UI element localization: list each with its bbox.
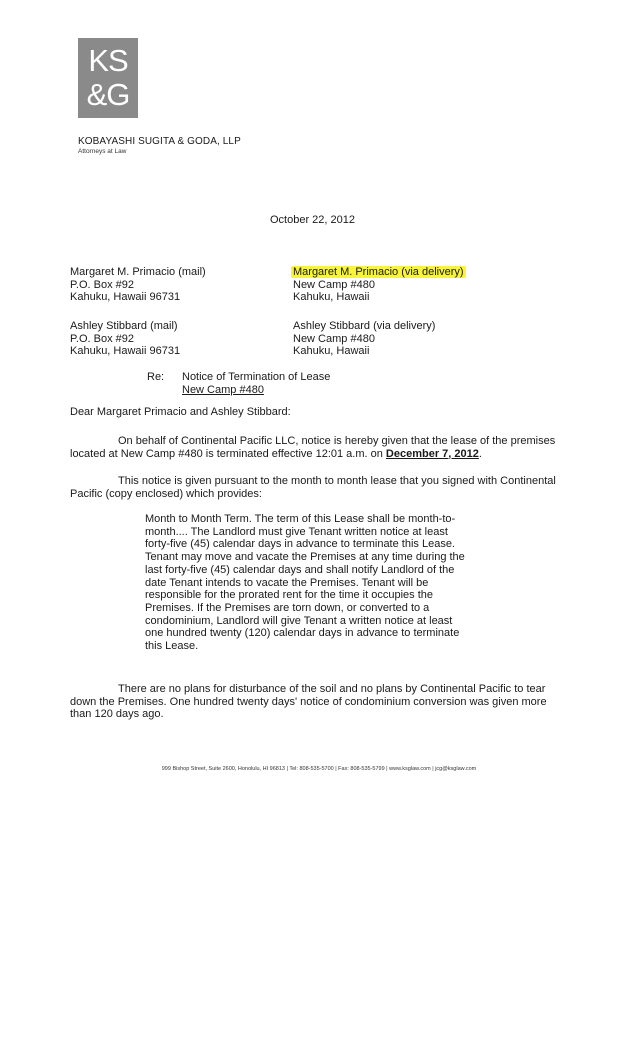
paragraph-1 <box>70 435 560 460</box>
address-block-left-2 <box>70 320 180 358</box>
paragraph-2: This notice is given pursuant to the month to month lease that you signed with Continental Pacific (copy enclosed) which provides: <box>70 475 556 500</box>
recipient-address-line: New Camp #480 <box>293 332 375 345</box>
paragraph-1-end: . <box>478 447 482 460</box>
logo-line-2: &G <box>86 77 130 112</box>
letterhead-footer: 999 Bishop Street, Suite 2600, Honolulu, HI 96813 | Tel: 808-535-5700 | Fax: 808-535-5799 | www.ksglaw.com | jcg@ksglaw.com <box>161 766 477 772</box>
recipient-city-line: Kahuku, Hawaii 96731 <box>70 291 181 304</box>
recipient-city-line: Kahuku, Hawaii 96731 <box>70 345 181 358</box>
logo-line-1: KS <box>88 43 128 78</box>
salutation: Dear Margaret Primacio and Ashley Stibbard: <box>70 406 291 418</box>
address-block-right-1 <box>293 266 466 304</box>
recipient-address-line: New Camp #480 <box>293 278 375 291</box>
recipient-address-line: P.O. Box #92 <box>70 278 135 291</box>
re-subject-line-1: Notice of Termination of Lease <box>182 371 331 383</box>
paragraph-1-text: On behalf of Continental Pacific LLC, notice is hereby given that the lease of the premises located at New Camp #480 is terminated effective 12:01 a.m. on <box>70 435 556 460</box>
recipient-city-line: Kahuku, Hawaii <box>293 345 370 358</box>
re-label: Re: <box>147 371 165 383</box>
firm-name: KOBAYASHI SUGITA & GODA, LLP <box>78 136 241 147</box>
address-block-left-1 <box>70 266 206 304</box>
recipient-name-highlighted: Margaret M. Primacio (via delivery) <box>293 266 464 278</box>
lease-quote: Month to Month Term. The term of this Lease shall be month-to-month.... The Landlord must give Tenant written notice at least forty-five (45) calendar days in advance to terminate this Lease. Tenant may move and vacate the Premises at any time during the last forty-five (45) calendar days and shall notify Landlord of the date Tenant intends to vacate the Premises. Tenant will be responsible for the prorated rent for the time it occupies the Premises. If the Premises are torn down, or converted to a condominium, Landlord will give Tenant a written notice at least one hundred twenty (120) calendar days in advance to terminate this Lease. <box>145 513 465 653</box>
re-subject <box>182 371 330 396</box>
recipient-name: Margaret M. Primacio (mail) <box>70 266 206 278</box>
address-block-right-2 <box>293 320 435 358</box>
paragraph-3: There are no plans for disturbance of the soil and no plans by Continental Pacific to tear down the Premises. One hundred twenty days' notice of condominium conversion was given more than 120 days ago. <box>70 683 547 721</box>
letter-date: October 22, 2012 <box>270 214 356 226</box>
recipient-name: Ashley Stibbard (mail) <box>70 320 178 332</box>
firm-logo <box>78 38 138 118</box>
recipient-city-line: Kahuku, Hawaii <box>293 291 370 304</box>
recipient-address-line: P.O. Box #92 <box>70 332 135 345</box>
termination-date: December 7, 2012 <box>385 447 479 460</box>
firm-subtitle: Attorneys at Law <box>78 148 127 155</box>
recipient-name: Ashley Stibbard (via delivery) <box>293 320 436 332</box>
re-subject-line-2: New Camp #480 <box>182 383 264 396</box>
